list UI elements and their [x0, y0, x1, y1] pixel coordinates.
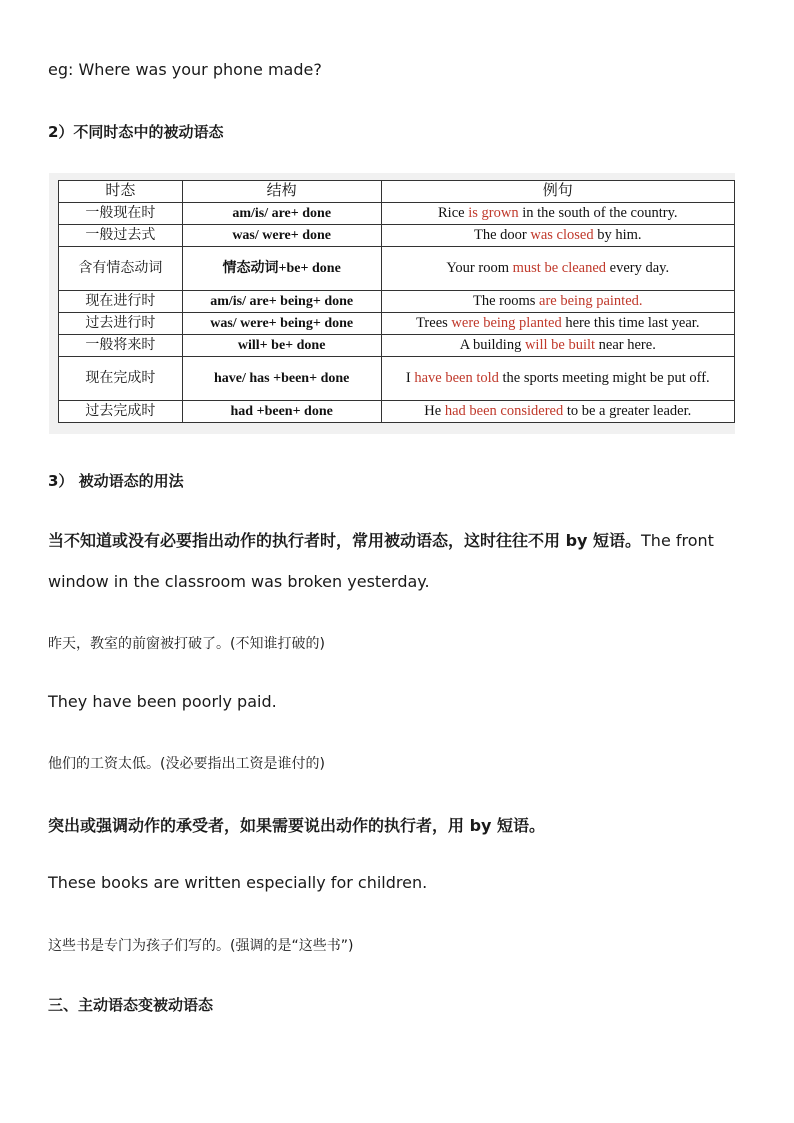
- header-structure: 结构: [182, 181, 381, 203]
- example-highlight: will be built: [524, 337, 596, 353]
- example-cell: [381, 203, 734, 225]
- structure-cell: am/is/ are+ being+ done: [182, 291, 381, 313]
- tense-cell: 过去完成时: [59, 401, 183, 423]
- table-row: [59, 291, 735, 313]
- example-pre: He: [424, 403, 445, 419]
- tense-cell: 一般过去式: [59, 225, 183, 247]
- section2-heading: 2）不同时态中的被动语态: [48, 123, 224, 141]
- usage2-rule: 突出或强调动作的承受者，如果需要说出动作的执行者，用 by 短语。: [48, 816, 546, 835]
- example-post: every day.: [606, 260, 670, 276]
- tense-cell: 现在完成时: [59, 357, 183, 401]
- usage1-paragraph: [48, 520, 748, 602]
- usage1-example: The front window in the classroom was broken yesterday.: [48, 531, 714, 591]
- example-cell: [381, 335, 734, 357]
- example-pre: Rice: [438, 205, 469, 221]
- example-highlight: is grown: [468, 205, 519, 221]
- table-header-row: [59, 181, 735, 203]
- table-row: [59, 225, 735, 247]
- structure-cell: am/is/ are+ done: [182, 203, 381, 225]
- tense-cell: 一般将来时: [59, 335, 183, 357]
- tense-cell: 一般现在时: [59, 203, 183, 225]
- table-row: [59, 313, 735, 335]
- example3: These books are written especially for children.: [48, 873, 428, 892]
- example-cell: [381, 291, 734, 313]
- example-pre: A building: [459, 337, 525, 353]
- example-pre: I: [405, 370, 415, 386]
- example-highlight: were being planted: [451, 315, 562, 331]
- section3-heading-text: 3） 被动语态的用法: [48, 472, 184, 490]
- example-highlight: have been told: [414, 370, 499, 386]
- example-highlight: must be cleaned: [512, 260, 607, 276]
- header-tense: 时态: [59, 181, 183, 203]
- table-row: [59, 357, 735, 401]
- table-row: [59, 247, 735, 291]
- example2: They have been poorly paid.: [48, 692, 277, 711]
- intro-example: eg: Where was your phone made?: [48, 60, 322, 79]
- example-pre: The rooms: [473, 293, 540, 309]
- example-cell: [381, 247, 734, 291]
- structure-cell: was/ were+ being+ done: [182, 313, 381, 335]
- table-row: [59, 203, 735, 225]
- table-row: [59, 401, 735, 423]
- example3-translation: 这些书是专门为孩子们写的。(强调的是“这些书”): [48, 938, 354, 954]
- tense-table-image: [49, 173, 735, 434]
- example-post: the sports meeting might be put off.: [498, 370, 710, 386]
- structure-cell: was/ were+ done: [182, 225, 381, 247]
- tense-cell: 含有情态动词: [59, 247, 183, 291]
- section3-heading: [48, 470, 184, 491]
- example-highlight: was closed: [530, 227, 594, 243]
- table-row: [59, 335, 735, 357]
- example-highlight: had been considered: [444, 403, 564, 419]
- example-post: by him.: [593, 227, 642, 243]
- example-cell: [381, 401, 734, 423]
- usage1-rule: 当不知道或没有必要指出动作的执行者时，常用被动语态，这时往往不用 by 短语。: [48, 531, 642, 550]
- example2-translation: 他们的工资太低。(没必要指出工资是谁付的): [48, 756, 325, 772]
- tense-cell: 过去进行时: [59, 313, 183, 335]
- example-post: here this time last year.: [561, 315, 700, 331]
- example-pre: Your room: [446, 260, 513, 276]
- example-highlight: are being painted.: [539, 293, 643, 309]
- example-cell: [381, 225, 734, 247]
- example-pre: The door: [474, 227, 531, 243]
- example-cell: [381, 313, 734, 335]
- structure-cell: have/ has +been+ done: [182, 357, 381, 401]
- example-post: in the south of the country.: [518, 205, 678, 221]
- example-post: near here.: [595, 337, 656, 353]
- structure-cell: had +been+ done: [182, 401, 381, 423]
- section-three-heading: 三、主动语态变被动语态: [48, 996, 214, 1014]
- example-post: to be a greater leader.: [563, 403, 692, 419]
- header-example: 例句: [381, 181, 734, 203]
- example-cell: [381, 357, 734, 401]
- tense-cell: 现在进行时: [59, 291, 183, 313]
- structure-cell: 情态动词+be+ done: [182, 247, 381, 291]
- example-pre: Trees: [416, 315, 452, 331]
- tense-table: [58, 180, 735, 423]
- usage1-translation: 昨天，教室的前窗被打破了。(不知谁打破的): [48, 636, 325, 652]
- structure-cell: will+ be+ done: [182, 335, 381, 357]
